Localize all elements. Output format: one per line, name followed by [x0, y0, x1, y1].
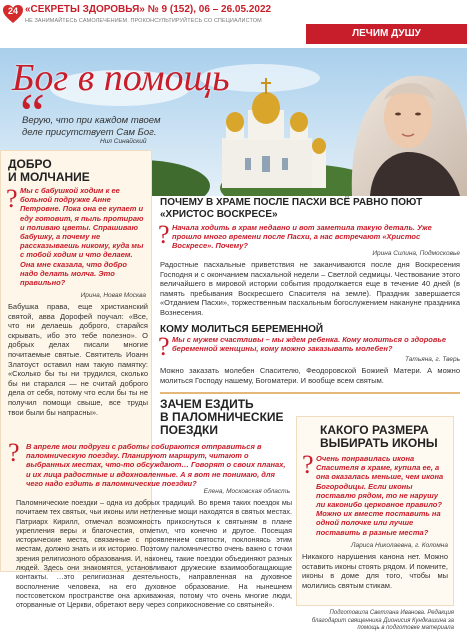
divider [160, 392, 460, 394]
box2-title-line1: КАКОГО РАЗМЕРА [320, 423, 429, 437]
disclaimer: НЕ ЗАНИМАЙТЕСЬ САМОЛЕЧЕНИЕМ. ПРОКОНСУЛЬТИРУЙТЕСЬ СО СПЕЦИАЛИСТОМ [25, 18, 262, 24]
box2-signature: Лариса Николаевна, г. Коломна [351, 542, 448, 549]
credits: Подготовила Светлана Иванова. Редакция благодарит священника Дионисия Кундкашина за помощь в подготовке материала [311, 610, 454, 632]
article3-answer: Паломнические поездки – одна из добрых традиций. Во время таких поездок мы почитаем тех святых, чьи иконы или нетленные мощи находятся в святых местах. Патриарх Кирилл, отмечал возможность прикоснуться к святыням в плане укрепления веры и благочестия, отметил, что конечно и другое. Посещая исторические места, связанные с проявлением святости, поклоняясь этим местам, должно знать и их историю. Поэтому паломничество очень важно с точки зрения религиозного образования. И, наконец, такие поездки объединяют разных людей. Здесь они знакомятся, установливают дружеские взаимообогащающие контакты. …это религиозная деятельность, направленная на духовное восполнение человека, на его духовное образование. На нынешнем постсоветском пространстве она архиважная, потому что очень многие люди, оторванные от Церкви, обретают веру через соприкосновение со святыней». [16, 498, 292, 610]
article2-answer: Можно заказать молебен Спасителю, Феодоровской Божией Матери. А можно молиться Господу нашему, Богоматери. И вообще всем святым. [160, 366, 460, 385]
box1-title-line2: И МОЛЧАНИЕ [8, 170, 90, 184]
article3-title-line2: В ПАЛОМНИЧЕСКИЕ [160, 410, 284, 424]
article1-title-line2: «ХРИСТОС ВОСКРЕСЕ» [160, 209, 278, 220]
page-header [0, 0, 467, 48]
box1-title-line1: ДОБРО [8, 157, 52, 171]
article3-question: В апреле мои подруги с работы собираются отправиться в паломническую поездку. Планируют маршрут, читают о выбранных местах, что-то обсуждают… Говорят о своих планах, и их лица радостные и вдохновленные. А я вот не понимаю, для чего надо ездить в паломнические поездки? [26, 442, 286, 488]
question-mark-icon: ? [302, 450, 314, 479]
lead-quote-author: Нил Синайский [100, 138, 147, 145]
magazine-title: «СЕКРЕТЫ ЗДОРОВЬЯ» № 9 (152), 06 – 26.05.2022 [25, 4, 272, 15]
box1-signature: Ирина, Новая Москва [80, 292, 146, 299]
question-mark-icon: ? [158, 332, 170, 361]
box2-question: Очень понравилась икона Спасителя в храме, купила ее, а она оказалась меньше, чем икона Богородицы. Если иконы поставлю рядом, то не нарушу ли каконибо церковное правило? Можно их вместе поставить на одной полочке или лучше поставить в разные места? [316, 454, 444, 537]
page-number: 24 [7, 6, 18, 16]
question-mark-icon: ? [6, 184, 18, 213]
article1-title-line1: ПОЧЕМУ В ХРАМЕ ПОСЛЕ ПАСХИ ВСЁ РАВНО ПОЮТ [160, 197, 423, 208]
box1-answer: Бабушка права, еще христианский святой, авва Дорофей поучал: «Все, что ни делаешь доброго, старайся скрывать, ибо это тебе полезно». О добрых делах писали многие почитаемые святые. Святитель Иоанн Златоуст оставил нам такую памятку: «Сколько бы ты ни трудился, сколько бы ни старался — не считай доброго дела от себя, потому что если бы ты не получил помощи свыше, все труды твои были бы напрасны». [8, 302, 148, 417]
box2-title-line2: ВЫБИРАТЬ ИКОНЫ [320, 436, 438, 450]
article3-title-line1: ЗАЧЕМ ЕЗДИТЬ [160, 397, 254, 411]
main-title: Бог в помощь [12, 57, 230, 99]
lead-quote: Верую, что при каждом твоем деле присутствует Сам Бог. [22, 115, 161, 138]
question-mark-icon: ? [158, 220, 170, 249]
article3-signature: Елена, Московская область [203, 488, 290, 495]
article3-title-line3: ПОЕЗДКИ [160, 423, 218, 437]
article1-question: Начала ходить в храм недавно и вот заметила такую деталь. Уже прошло много времени после Пасхи, а нас встречают «Христос Воскресе». Почему? [172, 223, 432, 251]
article1-answer: Радостные пасхальные приветствия не заканчиваются после дня Воскресения Господня и с окончанием пасхальной недели – Светлой седмицы. Чествование этого величайшего в мировой истории события продолжается еще в течение 40 дней (в память пребывания Воскресшего Спасителя на земле). Праздник завершается «Отданием Пасхи», торжественным пасхальным богослужением накануне праздника Вознесения. [160, 260, 460, 317]
article2-title: КОМУ МОЛИТЬСЯ БЕРЕМЕННОЙ [160, 324, 324, 335]
question-mark-icon: ? [8, 438, 20, 467]
quote-mark-icon: “ [20, 83, 45, 145]
box2-answer: Никакого нарушения канона нет. Можно оставить иконы стоять рядом. И помните, иконы в доме для того, чтобы мы молились святым стикам. [302, 552, 448, 590]
article1-signature: Ирина Силина, Подмосковье [372, 250, 460, 257]
box1-question: Мы с бабушкой ходим к ее больной подружке Анне Петровне. Пока она ее купает и еду готовит, я пыль протираю и поливаю цветы. Спрашиваю бабушку, а почему не рассказываешь никому, куда мы с тобой ходим и что делаем. Она мне сказала, что добро надо делать молча. Это правильно? [20, 186, 144, 288]
rubric-badge: ЛЕЧИМ ДУШУ [306, 24, 467, 44]
article2-question: Мы с мужем счастливы – мы ждем ребенка. Кому молиться о здоровье беременной женщины, кому можно заказывать молебен? [172, 335, 447, 354]
article2-signature: Татьяна, г. Тверь [404, 356, 460, 363]
